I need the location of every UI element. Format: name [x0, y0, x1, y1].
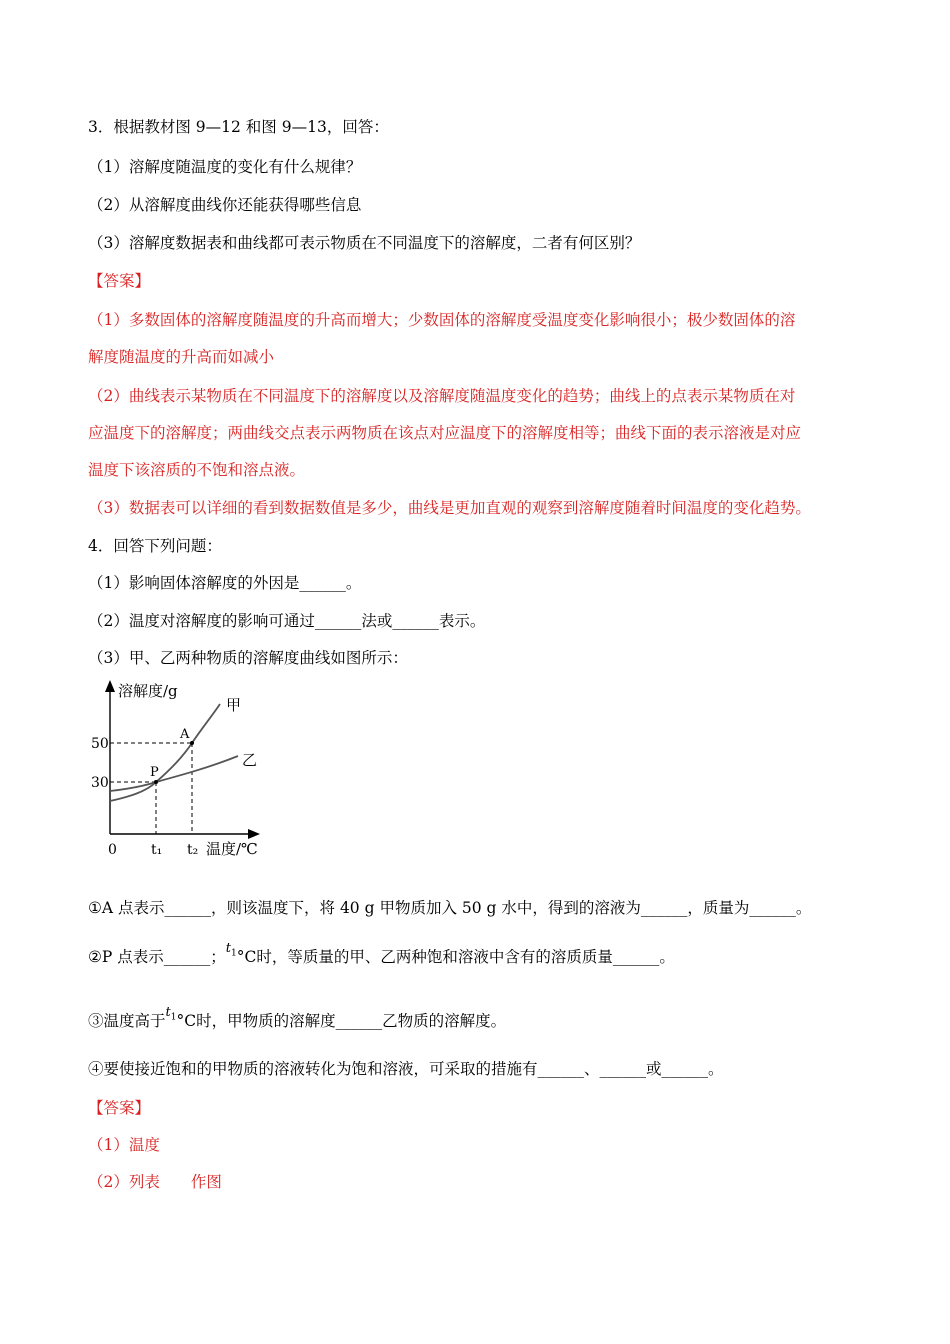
q3-ans1-line2: 解度随温度的升高而如减小: [88, 348, 275, 366]
q4-sub1: （1）影响固体溶解度的外因是______。: [88, 574, 362, 592]
t1-symbol: [225, 941, 237, 959]
origin-label: 0: [108, 842, 117, 858]
point-label-a: A: [180, 727, 190, 742]
point-label-p: P: [150, 765, 159, 780]
point-a: [190, 741, 194, 745]
q4-item3-part-a: ③温度高于: [88, 1012, 166, 1030]
q3-ans2-line3: 温度下该溶质的不饱和溶点液。: [88, 461, 306, 479]
series-label-yi: 乙: [242, 751, 258, 769]
q4-item2: [88, 941, 870, 974]
q4-answer-tag: 【答案】: [88, 1099, 151, 1117]
x-tick-t1: t₁: [151, 842, 163, 858]
q4-item4: ④要使接近饱和的甲物质的溶液转化为饱和溶液，可采取的措施有______、______或______。: [88, 1060, 724, 1078]
t1-symbol-2: [165, 1005, 177, 1023]
series-label-jia: 甲: [226, 696, 242, 714]
q3-title: 3．根据教材图 9—12 和图 9—13，回答：: [88, 118, 389, 136]
q4-ans2: （2）列表 作图: [88, 1173, 222, 1191]
y-tick-50: 50: [91, 736, 109, 752]
q3-ans2-line2: 应温度下的溶解度；两曲线交点表示两物质在该点对应温度下的溶解度相等；曲线下面的表示溶液是对应: [88, 424, 802, 442]
y-tick-30: 30: [91, 775, 109, 791]
q4-item2-part-a: ②P 点表示______；: [88, 948, 226, 966]
q4-sub2: （2）温度对溶解度的影响可通过______法或______表示。: [88, 612, 486, 630]
q3-ans2-line1: （2）曲线表示某物质在不同温度下的溶解度以及溶解度随温度变化的趋势；曲线上的点表示某物质在对: [88, 387, 796, 405]
t-letter-2: t: [165, 1005, 171, 1020]
y-axis-arrow: [105, 680, 115, 692]
solubility-chart: [88, 676, 278, 866]
t-subscript-2: 1: [170, 1012, 177, 1023]
q4-item3: [88, 1005, 870, 1038]
q4-ans1: （1）温度: [88, 1136, 160, 1154]
q3-ans1-line1: （1）多数固体的溶解度随温度的升高而增大；少数固体的溶解度受温度变化影响很小；极少数固体的溶: [88, 311, 796, 329]
x-axis-arrow: [248, 829, 260, 839]
q4-sub3: （3）甲、乙两种物质的溶解度曲线如图所示：: [88, 649, 408, 667]
q3-answer-tag: 【答案】: [88, 272, 151, 290]
x-tick-t2: t₂: [187, 842, 199, 858]
q4-item2-part-b: °C时，等质量的甲、乙两种饱和溶液中含有的溶质质量______。: [236, 948, 675, 966]
q3-sub2: （2）从溶解度曲线你还能获得哪些信息: [88, 196, 362, 214]
q3-sub3: （3）溶解度数据表和曲线都可表示物质在不同温度下的溶解度，二者有何区别？: [88, 234, 641, 252]
q4-item1: ①A 点表示______，则该温度下，将 40 g 甲物质加入 50 g 水中，得到的溶液为______，质量为______。: [88, 899, 812, 917]
t-subscript: 1: [231, 948, 237, 959]
curve-jia: [110, 704, 220, 801]
q3-ans3: （3）数据表可以详细的看到数据数值是多少，曲线是更加直观的观察到溶解度随着时间温度的变化趋势。: [88, 499, 811, 517]
point-p: [154, 780, 158, 784]
t-letter: t: [225, 941, 231, 956]
q4-item3-part-b: °C时，甲物质的溶解度______乙物质的溶解度。: [176, 1012, 507, 1030]
q3-sub1: （1）溶解度随温度的变化有什么规律？: [88, 158, 362, 176]
q4-title: 4．回答下列问题：: [88, 537, 222, 555]
y-axis-label: 溶解度/g: [118, 682, 178, 700]
curve-yi: [110, 756, 238, 791]
x-axis-label: 温度/℃: [206, 840, 258, 858]
